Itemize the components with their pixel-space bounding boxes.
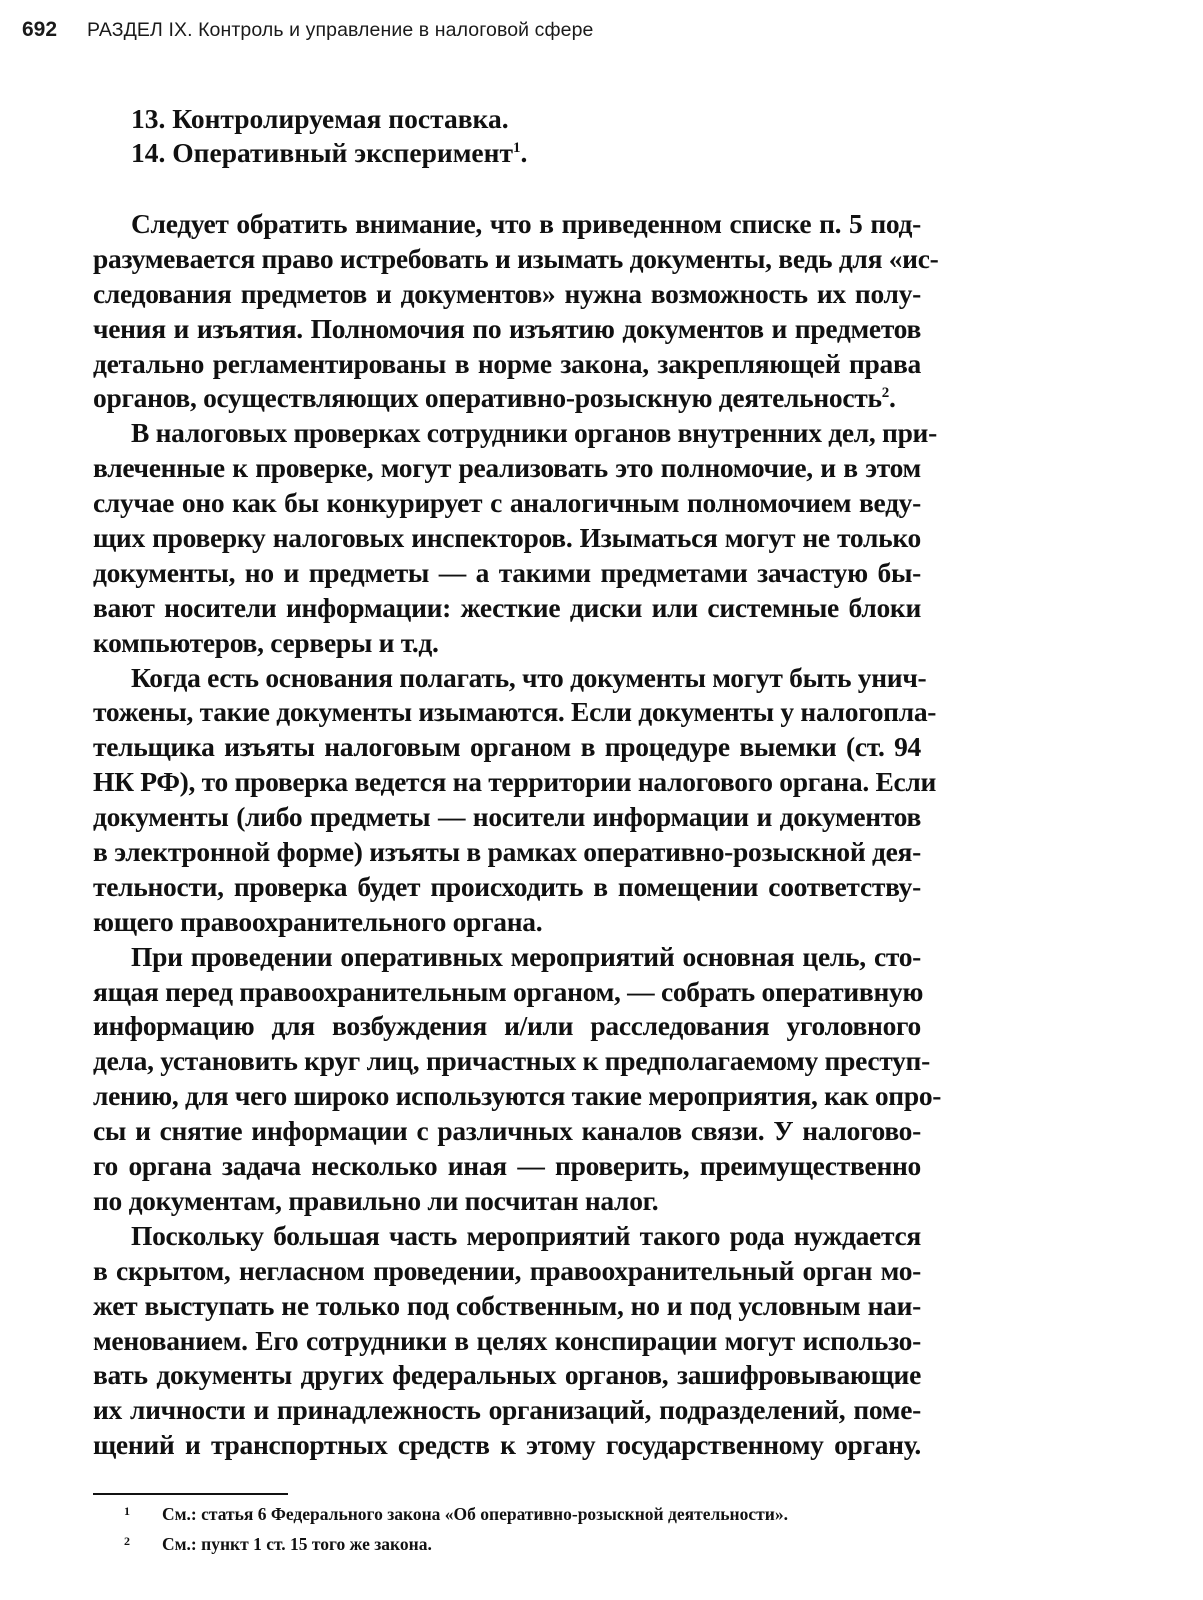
text-line: го органа задача несколько иная — проверить, преимущественно: [93, 1150, 921, 1182]
text-line: щений и транспортных средств к этому государственному органу.: [93, 1429, 921, 1461]
text-line: НК РФ), то проверка ведется на территории налогового органа. Если: [93, 766, 937, 798]
list-item: [131, 136, 527, 170]
body-text: [93, 207, 942, 1463]
footnote-mark: 2: [124, 1534, 130, 1548]
text-line: компьютеров, серверы и т.д.: [93, 626, 439, 658]
text-line: в электронной форме) изъяты в рамках оперативно-розыскной дея-: [93, 836, 921, 868]
text-line: по документам, правильно ли посчитан налог.: [93, 1184, 659, 1216]
footnote-mark: 1: [124, 1504, 130, 1518]
list-item-punct: .: [520, 137, 528, 168]
text-line: случае оно как бы конкурирует с аналогичным полномочием веду-: [93, 487, 921, 519]
text-line: [93, 381, 921, 416]
text-line: лению, для чего широко используются такие мероприятия, как опро-: [93, 1080, 942, 1112]
text-line: При проведении оперативных мероприятий основная цель, сто-: [131, 940, 921, 972]
text-line: тельщика изъяты налоговым органом в процедуре выемки (ст. 94: [93, 731, 921, 763]
text-line: ющего правоохранительного органа.: [93, 905, 543, 937]
text-line: менованием. Его сотрудники в целях конспирации могут использо-: [93, 1324, 921, 1356]
text-line: их личности и принадлежность организаций, подразделений, поме-: [93, 1394, 921, 1426]
text-line-content: органов, осуществляющих оперативно-розыскную деятельность: [93, 382, 882, 414]
text-line: В налоговых проверках сотрудники органов внутренних дел, при-: [131, 417, 937, 449]
running-header: [22, 18, 593, 48]
running-title: РАЗДЕЛ IX. Контроль и управление в налоговой сфере: [87, 19, 594, 41]
text-line: документы (либо предметы — носители информации и документов: [93, 801, 921, 833]
text-line: сы и снятие информации с различных каналов связи. У налогово-: [93, 1115, 921, 1147]
text-line: Поскольку большая часть мероприятий такого рода нуждается: [131, 1219, 921, 1251]
footnote-text: См.: статья 6 Федерального закона «Об оперативно-розыскной деятельности».: [162, 1504, 788, 1524]
text-line: Когда есть основания полагать, что документы могут быть унич-: [131, 661, 927, 693]
footnote-divider: [93, 1493, 288, 1495]
numbered-list: [131, 102, 527, 170]
footnote: [124, 1530, 788, 1560]
text-line: тельности, проверка будет происходить в помещении соответству-: [93, 870, 921, 902]
text-line: разумевается право истребовать и изымать документы, ведь для «ис-: [93, 242, 939, 274]
text-line: тожены, такие документы изымаются. Если документы у налогопла-: [93, 696, 937, 728]
list-item: [131, 102, 527, 136]
footnote-ref: 1: [513, 139, 521, 156]
text-line: влеченные к проверке, могут реализовать это полномочие, и в этом: [93, 452, 921, 484]
footnote-ref: 2: [881, 385, 889, 402]
text-line: следования предметов и документов» нужна возможность их полу-: [93, 277, 921, 309]
text-line: вают носители информации: жесткие диски или системные блоки: [93, 591, 921, 623]
text-line: чения и изъятия. Полномочия по изъятию документов и предметов: [93, 312, 921, 344]
text-line: детально регламентированы в норме закона, закрепляющей права: [93, 347, 921, 379]
text-line: документы, но и предметы — а такими предметами зачастую бы-: [93, 556, 921, 588]
text-line: информацию для возбуждения и/или расследования уголовного: [93, 1010, 921, 1042]
text-line: вать документы других федеральных органов, зашифровывающие: [93, 1359, 921, 1391]
list-item-text: 14. Оперативный эксперимент: [131, 137, 513, 168]
footnote-text: См.: пункт 1 ст. 15 того же закона.: [162, 1534, 432, 1554]
text-line: щих проверку налоговых инспекторов. Изыматься могут не только: [93, 522, 921, 554]
footnote: [124, 1500, 788, 1530]
text-line: жет выступать не только под собственным, но и под условным наи-: [93, 1289, 921, 1321]
page-number: 692: [22, 18, 58, 41]
text-line: ящая перед правоохранительным органом, — собрать оперативную: [93, 975, 924, 1007]
text-line: в скрытом, негласном проведении, правоохранительный орган мо-: [93, 1254, 921, 1286]
text-line: Следует обратить внимание, что в приведенном списке п. 5 под-: [131, 208, 921, 239]
text-line: дела, установить круг лиц, причастных к предполагаемому преступ-: [93, 1045, 930, 1077]
list-item-text: 13. Контролируемая поставка.: [131, 103, 509, 134]
footnotes: [124, 1500, 788, 1560]
text-line-punct: .: [888, 382, 896, 414]
